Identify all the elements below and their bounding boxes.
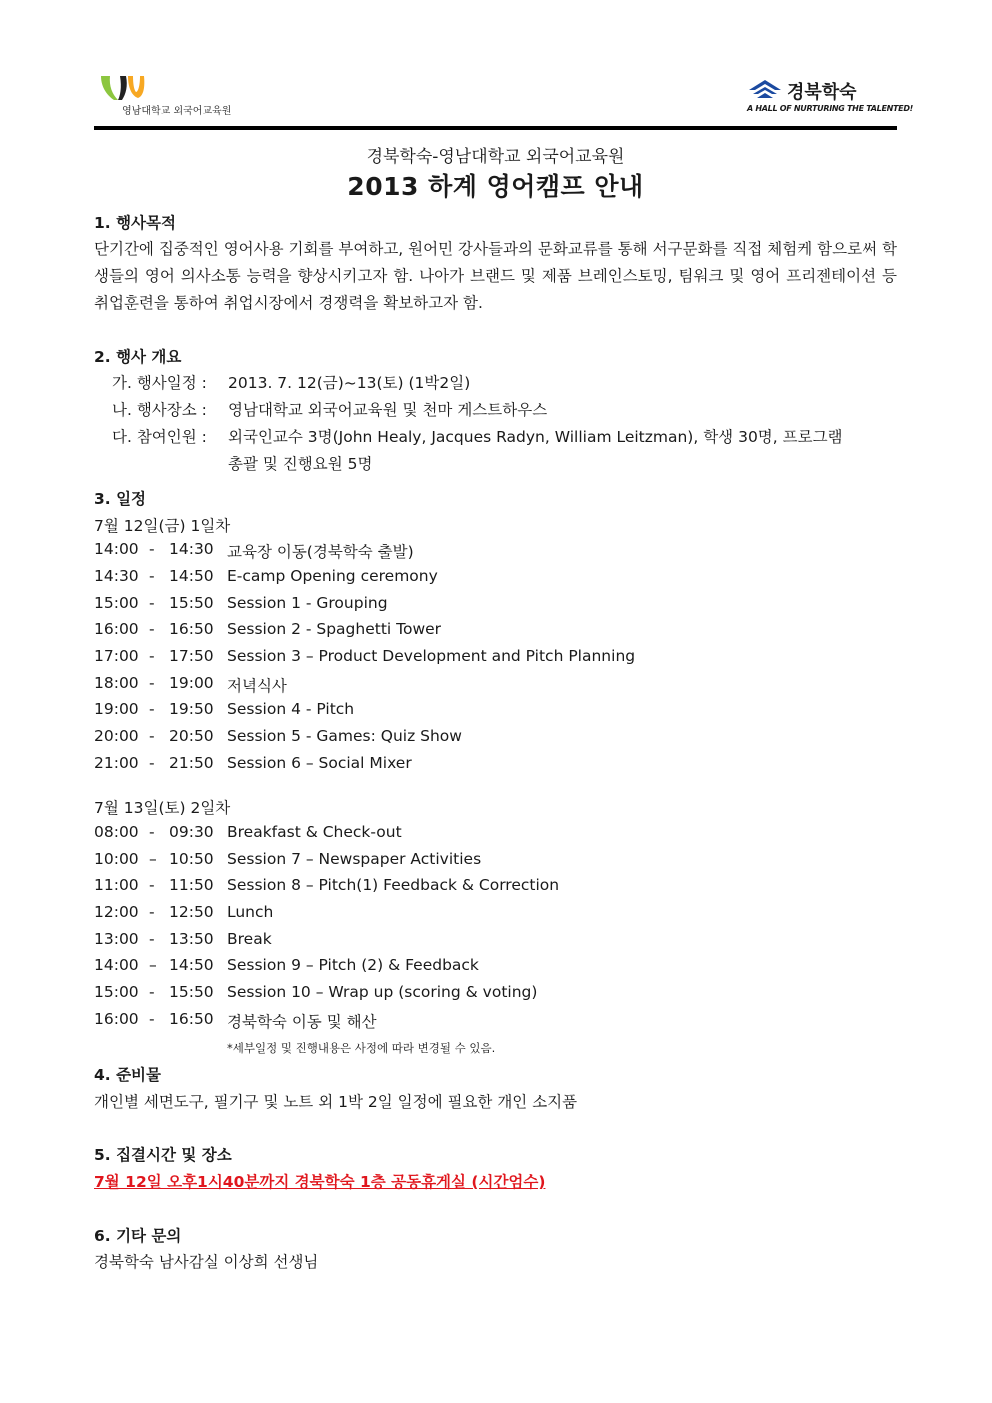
activity: Lunch	[227, 903, 274, 921]
time-separator: –	[149, 850, 157, 868]
end-time: 21:50	[169, 754, 214, 772]
end-time: 09:30	[169, 823, 214, 841]
section3-heading: 3. 일정	[94, 490, 147, 508]
page-subtitle: 경북학숙-영남대학교 외국어교육원	[366, 147, 625, 167]
start-time: 16:00	[94, 620, 139, 638]
time-separator: -	[149, 823, 155, 841]
end-time: 16:50	[169, 620, 214, 638]
section6-text: 경북학숙 남사감실 이상희 선생님	[94, 1253, 319, 1271]
section1-heading: 1. 행사목적	[94, 214, 176, 232]
overview-people-value-cont: 총괄 및 진행요원 5명	[228, 455, 373, 473]
section1-text: 단기간에 집중적인 영어사용 기회를 부여하고, 원어민 강사들과의 문화교류를 통해 서구문화를 직접 체험케 함으로써 학생들의 영어 의사소통 능력을 향상시키고자 함. 나아가 브랜드 및 제품 브레인스토밍, 팀워크 및 영어 프리젠테이션 등 취업훈련을 통하여 취업시장에서 경쟁력을 확보하고자 함.	[94, 240, 897, 312]
start-time: 18:00	[94, 674, 139, 692]
activity: 저녁식사	[227, 677, 287, 695]
page-title: 2013 하계 영어캠프 안내	[347, 172, 644, 201]
gyeongbuk-logo-name: 경북학숙	[787, 82, 857, 103]
activity: Session 4 - Pitch	[227, 700, 355, 718]
end-time: 14:50	[169, 567, 214, 585]
day2-label: 7월 13일(토) 2일차	[94, 799, 231, 817]
activity: 경북학숙 이동 및 해산	[227, 1013, 377, 1031]
time-separator: -	[149, 567, 155, 585]
schedule-note: *세부일정 및 진행내용은 사정에 따라 변경될 수 있음.	[227, 1041, 496, 1055]
activity: Session 9 – Pitch (2) & Feedback	[227, 956, 479, 974]
time-separator: -	[149, 620, 155, 638]
time-separator: -	[149, 674, 155, 692]
activity: E-camp Opening ceremony	[227, 567, 438, 585]
overview-date-label: 가. 행사일정 :	[112, 374, 207, 392]
activity: Session 10 – Wrap up (scoring & voting)	[227, 983, 538, 1001]
activity: Session 8 – Pitch(1) Feedback & Correction	[227, 876, 560, 894]
yu-logo-text: 영남대학교 외국어교육원	[122, 106, 232, 117]
time-separator: -	[149, 754, 155, 772]
gyeongbuk-emblem-icon	[747, 78, 783, 100]
start-time: 10:00	[94, 850, 139, 868]
gyeongbuk-logo-slogan: A HALL OF NURTURING THE TALENTED!	[747, 104, 914, 113]
end-time: 19:50	[169, 700, 214, 718]
start-time: 11:00	[94, 876, 139, 894]
end-time: 12:50	[169, 903, 214, 921]
start-time: 14:00	[94, 956, 139, 974]
end-time: 19:00	[169, 674, 214, 692]
start-time: 15:00	[94, 983, 139, 1001]
start-time: 15:00	[94, 594, 139, 612]
activity: Session 3 – Product Development and Pitch Planning	[227, 647, 636, 665]
section4-heading: 4. 준비물	[94, 1066, 161, 1084]
start-time: 21:00	[94, 754, 139, 772]
yu-logo	[98, 74, 248, 122]
time-separator: -	[149, 1010, 155, 1028]
start-time: 20:00	[94, 727, 139, 745]
section5-text: 7월 12일 오후1시40분까지 경북학숙 1층 공동휴게실 (시간엄수)	[94, 1173, 546, 1191]
end-time: 14:50	[169, 956, 214, 974]
end-time: 14:30	[169, 540, 214, 558]
activity: Session 1 - Grouping	[227, 594, 388, 612]
start-time: 13:00	[94, 930, 139, 948]
end-time: 15:50	[169, 594, 214, 612]
start-time: 16:00	[94, 1010, 139, 1028]
time-separator: -	[149, 983, 155, 1001]
activity: Break	[227, 930, 272, 948]
activity: Session 5 - Games: Quiz Show	[227, 727, 462, 745]
end-time: 11:50	[169, 876, 214, 894]
yu-logo-icon	[98, 74, 146, 104]
header-divider	[94, 126, 897, 130]
activity: 교육장 이동(경북학숙 출발)	[227, 543, 414, 561]
time-separator: -	[149, 540, 155, 558]
time-separator: -	[149, 876, 155, 894]
time-separator: -	[149, 700, 155, 718]
activity: Session 6 – Social Mixer	[227, 754, 412, 772]
section6-heading: 6. 기타 문의	[94, 1227, 182, 1245]
time-separator: –	[149, 956, 157, 974]
end-time: 17:50	[169, 647, 214, 665]
activity: Session 2 - Spaghetti Tower	[227, 620, 442, 638]
start-time: 12:00	[94, 903, 139, 921]
section2-heading: 2. 행사 개요	[94, 348, 182, 366]
end-time: 15:50	[169, 983, 214, 1001]
end-time: 20:50	[169, 727, 214, 745]
time-separator: -	[149, 727, 155, 745]
start-time: 14:30	[94, 567, 139, 585]
overview-date-value: 2013. 7. 12(금)~13(토) (1박2일)	[228, 374, 471, 392]
time-separator: -	[149, 594, 155, 612]
time-separator: -	[149, 903, 155, 921]
start-time: 08:00	[94, 823, 139, 841]
activity: Session 7 – Newspaper Activities	[227, 850, 482, 868]
start-time: 17:00	[94, 647, 139, 665]
start-time: 19:00	[94, 700, 139, 718]
start-time: 14:00	[94, 540, 139, 558]
section5-heading: 5. 집결시간 및 장소	[94, 1146, 232, 1164]
gyeongbuk-logo	[747, 76, 914, 124]
end-time: 10:50	[169, 850, 214, 868]
activity: Breakfast & Check-out	[227, 823, 402, 841]
end-time: 16:50	[169, 1010, 214, 1028]
section4-text: 개인별 세면도구, 필기구 및 노트 외 1박 2일 일정에 필요한 개인 소지품	[94, 1093, 578, 1111]
day1-label: 7월 12일(금) 1일차	[94, 517, 231, 535]
overview-people-value: 외국인교수 3명(John Healy, Jacques Radyn, William Leitzman), 학생 30명, 프로그램	[228, 428, 843, 446]
overview-people-label: 다. 참여인원 :	[112, 428, 207, 446]
end-time: 13:50	[169, 930, 214, 948]
page-header	[94, 70, 914, 126]
overview-place-value: 영남대학교 외국어교육원 및 천마 게스트하우스	[228, 401, 548, 419]
overview-place-label: 나. 행사장소 :	[112, 401, 207, 419]
time-separator: -	[149, 930, 155, 948]
time-separator: -	[149, 647, 155, 665]
